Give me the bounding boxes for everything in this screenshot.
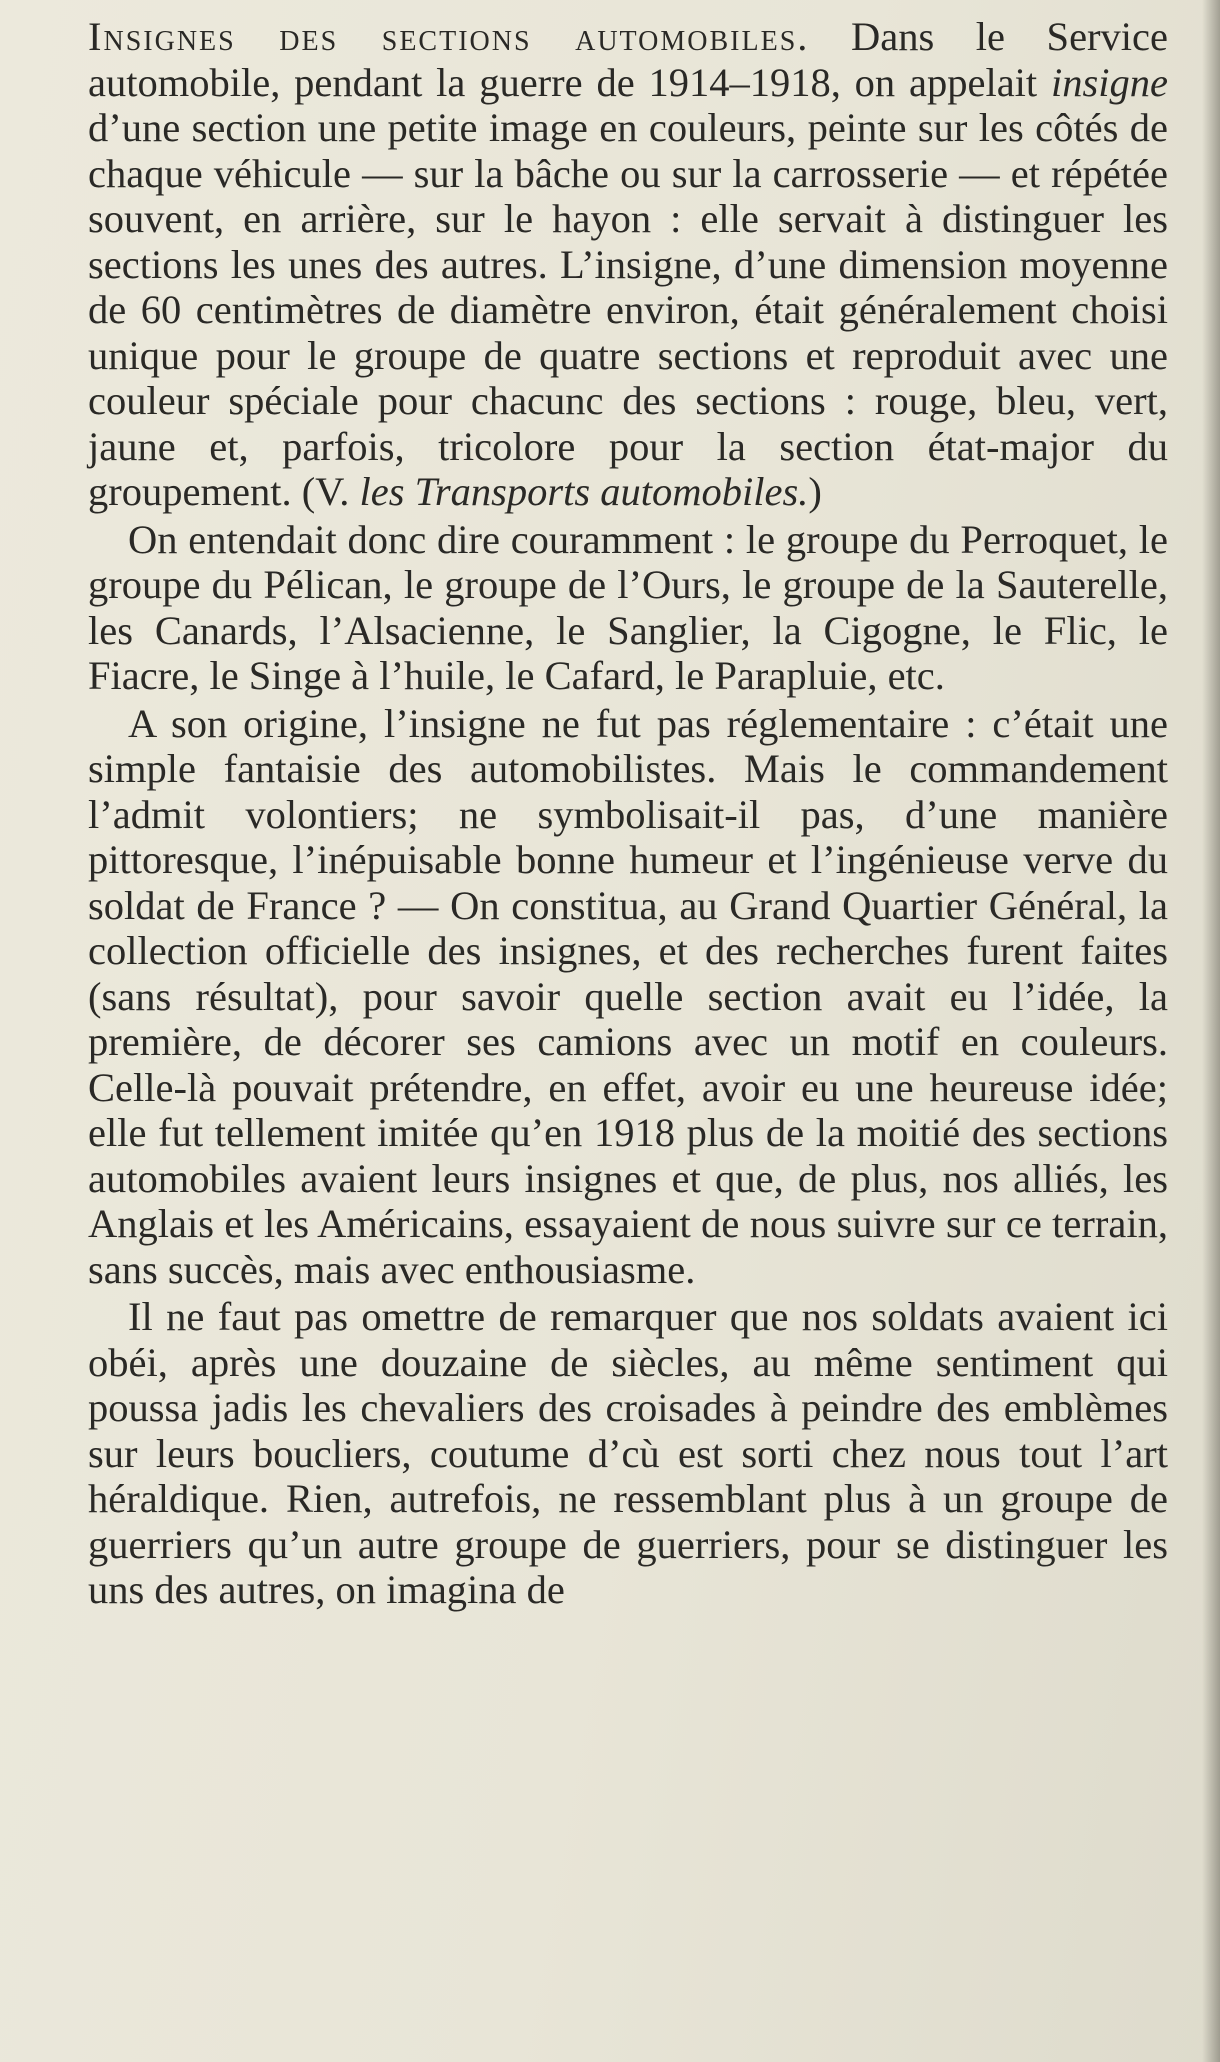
paragraph-4: Il ne faut pas omettre de remarquer que nos soldats avaient ici obéi, après une douzaine de siècles, au même sentiment qui poussa jadis les chevaliers des croisades à peindre des emblèmes sur leurs boucliers, coutume d’cù est sorti chez nous tout l’art héraldique. Rien, autrefois, ne ressemblant plus à un groupe de guerriers qu’un autre groupe de guerriers, pour se distinguer les uns des autres, on imagina de — [88, 1294, 1168, 1612]
article-text — [88, 14, 1168, 1615]
paragraph-2: On entendait donc dire couramment : le groupe du Perroquet, le groupe du Pélican, le groupe de l’Ours, le groupe de la Sauterelle, les Canards, l’Alsacienne, le Sanglier, la Cigogne, le Flic, le Fiacre, le Singe à l’huile, le Cafard, le Parapluie, etc. — [88, 516, 1168, 698]
term-insigne: insigne — [1051, 59, 1169, 105]
paragraph-1-text-a: Dans le Service automobile, pendant la guerre de 1914–1918, on appelait — [88, 14, 1169, 105]
paragraph-1 — [88, 14, 1168, 515]
paragraph-1-text-e: ) — [808, 469, 822, 514]
page-edge-shadow — [1202, 0, 1220, 2062]
entry-headword: Insignes des sections automobiles. — [88, 14, 810, 59]
cross-reference: les Transports automobiles. — [359, 469, 809, 514]
paragraph-1-text-c: d’une section une petite image en couleurs, peinte sur les côtés de chaque véhicule — sur la bâche ou sur la carrosserie — et répétée souvent, en arrière, sur le hayon : elle servait à distinguer les sections les unes des autres. L’insigne, d’une dimension moyenne de 60 centimètres de diamètre environ, était généralement choisi unique pour le groupe de quatre sections et reproduit avec une couleur spéciale pour chacunc des sections : rouge, bleu, vert, jaune et, parfois, tricolore pour la section état-major du groupement. (V. — [88, 105, 1168, 514]
paragraph-3: A son origine, l’insigne ne fut pas réglementaire : c’était une simple fantaisie des automobilistes. Mais le commandement l’admit volontiers; ne symbolisait-il pas, d’une manière pittoresque, l’inépuisable bonne humeur et l’ingénieuse verve du soldat de France ? — On constitua, au Grand Quartier Général, la collection officielle des insignes, et des recherches furent faites (sans résultat), pour savoir quelle section avait eu l’idée, la première, de décorer ses camions avec un motif en couleurs. Celle-là pouvait prétendre, en effet, avoir eu une heureuse idée; elle fut tellement imitée qu’en 1918 plus de la moitié des sections automobiles avaient leurs insignes et que, de plus, nos alliés, les Anglais et les Américains, essayaient de nous suivre sur ce terrain, sans succès, mais avec enthousiasme. — [88, 700, 1168, 1292]
